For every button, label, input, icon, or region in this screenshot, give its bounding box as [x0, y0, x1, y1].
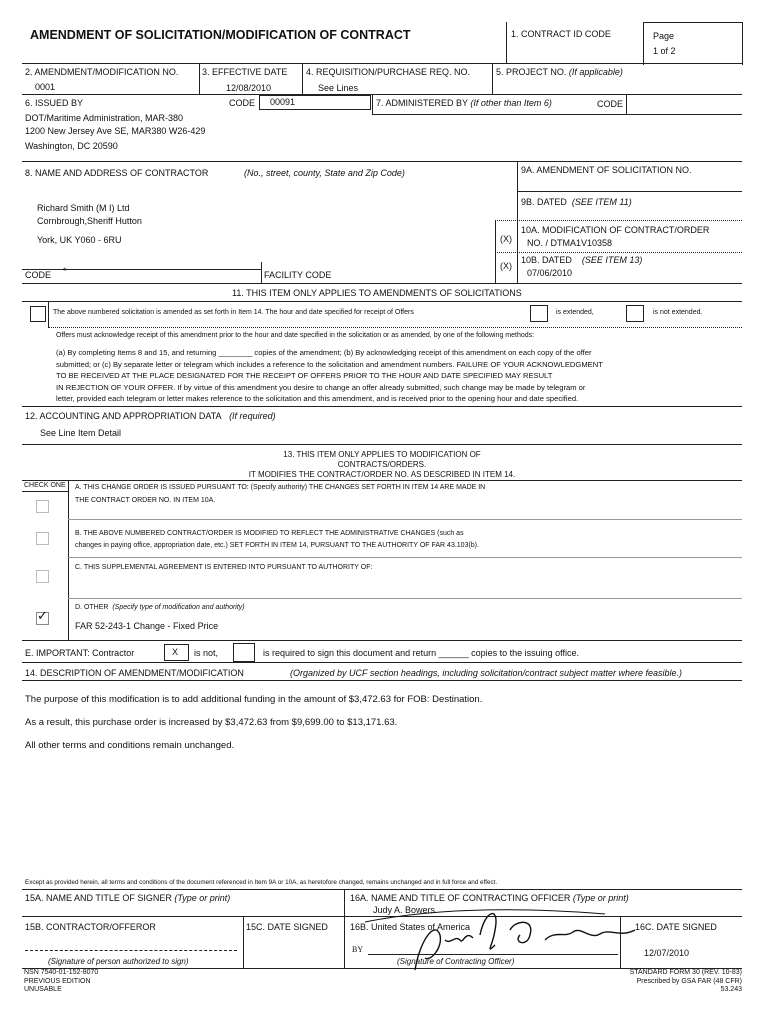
extended-checkbox[interactable]: [530, 305, 548, 322]
signature-person-label: (Signature of person authorized to sign): [48, 957, 189, 966]
project-no-label: 5. PROJECT NO. (If applicable): [496, 67, 623, 77]
description-line-3: All other terms and conditions remain unchanged.: [25, 740, 235, 751]
contractor-note: (No., street, county, State and Zip Code): [244, 168, 405, 178]
item13-d-value: FAR 52-243-1 Change - Fixed Price: [75, 621, 219, 631]
date-signed-15c: 15C. DATE SIGNED: [246, 922, 328, 932]
standard-form-block: STANDARD FORM 30 (REV. 10-83) Prescribed by GSA FAR (48 CFR) 53.243: [629, 969, 742, 993]
modification-label: 10A. MODIFICATION OF CONTRACT/ORDER: [521, 225, 710, 235]
date-signed-16c: 16C. DATE SIGNED: [635, 922, 717, 932]
officer-label: 16A. NAME AND TITLE OF CONTRACTING OFFICER (Type or print): [350, 893, 629, 903]
requisition-label: 4. REQUISITION/PURCHASE REQ. NO.: [306, 67, 471, 77]
check-b[interactable]: [36, 532, 49, 545]
date-signed-value: 12/07/2010: [644, 948, 690, 958]
nsn-block: NSN 7540-01-152-8070 PREVIOUS EDITION UNUSABLE: [24, 969, 99, 993]
modification-no: NO. / DTMA1V10358: [527, 238, 613, 248]
description-line-2: As a result, this purchase order is increased by $3,472.63 from $9,699.00 to $13,171.63.: [25, 717, 398, 728]
accounting-label: 12. ACCOUNTING AND APPROPRIATION DATA (If required): [25, 411, 276, 421]
is-not-label: is not,: [194, 648, 219, 658]
item11-checkbox[interactable]: [30, 306, 46, 322]
facility-code-label: FACILITY CODE: [264, 270, 332, 280]
except-line: Except as provided herein, all terms and conditions of the document referenced in Item 9A or 10A, as heretofore changed, remains unchanged and in full force and effect.: [25, 879, 498, 886]
contractor-offeror-label: 15B. CONTRACTOR/OFFEROR: [25, 922, 156, 932]
contractor-code-value: *: [63, 266, 67, 276]
not-extended-checkbox[interactable]: [626, 305, 644, 322]
amendment-no-value: 0001: [35, 82, 56, 92]
item13-c-line: C. THIS SUPPLEMENTAL AGREEMENT IS ENTERED INTO PURSUANT TO AUTHORITY OF:: [75, 564, 373, 571]
item13-d-label: D. OTHER (Specify type of modification and authority): [75, 604, 245, 611]
not-required-mark: X: [172, 647, 179, 657]
issued-code-label: CODE: [229, 98, 256, 108]
check-a[interactable]: [36, 500, 49, 513]
description-line-1: The purpose of this modification is to add additional funding in the amount of $3,472.63 for FOB: Destination.: [25, 694, 483, 705]
page-value: 1 of 2: [653, 46, 676, 56]
is-not-extended: is not extended.: [653, 309, 703, 316]
item13-b-line2: changes in paying office, appropriation date, etc.) SET FORTH IN ITEM 14, PURSUANT TO THE AUTHORITY OF FAR 43.103(b).: [75, 542, 479, 549]
important-label: E. IMPORTANT: Contractor: [25, 648, 135, 658]
item11-title: 11. THIS ITEM ONLY APPLIES TO AMENDMENTS OF SOLICITATIONS: [232, 288, 522, 298]
signer-label: 15A. NAME AND TITLE OF SIGNER (Type or print): [25, 893, 231, 903]
description-label: 14. DESCRIPTION OF AMENDMENT/MODIFICATION: [25, 668, 244, 678]
item13-a-line1: A. THIS CHANGE ORDER IS ISSUED PURSUANT TO: (Specify authority) THE CHANGES SET FORTH IN ITEM 14 ARE MADE IN: [75, 484, 486, 491]
check-one-label: CHECK ONE: [24, 482, 66, 489]
contract-id-label: 1. CONTRACT ID CODE: [511, 29, 611, 39]
usa-label: 16B. United States of America: [350, 922, 471, 932]
page-label: Page: [653, 31, 675, 41]
item11-statement: The above numbered solicitation is amended as set forth in Item 14. The hour and date specified for receipt of Offers: [53, 309, 414, 316]
item13-title: 13. THIS ITEM ONLY APPLIES TO MODIFICATION OF CONTRACTS/ORDERS. IT MODIFIES THE CONTRACT/ORDER NO. AS DESCRIBED IN ITEM 14.: [248, 450, 516, 479]
is-extended: is extended,: [556, 309, 594, 316]
issued-address: DOT/Maritime Administration, MAR-380 1200 New Jersey Ave SE, MAR380 W26-429 Washington, DC 20590: [25, 113, 206, 151]
dated-mark: (X): [500, 261, 512, 271]
amendment-solicitation-label: 9A. AMENDMENT OF SOLICITATION NO.: [521, 165, 692, 175]
contractor-address: Richard Smith (M I) Ltd Cornbrough,Sheriff Hutton York, UK Y060 - 6RU: [37, 203, 142, 245]
amendment-no-label: 2. AMENDMENT/MODIFICATION NO.: [25, 67, 179, 77]
dated-9b-label: 9B. DATED (SEE ITEM 11): [521, 197, 632, 207]
requisition-value: See Lines: [318, 83, 359, 93]
issued-by-label: 6. ISSUED BY: [25, 98, 84, 108]
by-label: BY: [352, 945, 364, 954]
signature-officer-label: (Signature of Contracting Officer): [397, 957, 515, 966]
administered-by-label: 7. ADMINISTERED BY (If other than Item 6): [376, 98, 552, 108]
item13-a-line2: THE CONTRACT ORDER NO. IN ITEM 10A.: [75, 497, 216, 504]
effective-date-value: 12/08/2010: [226, 83, 272, 93]
item13-b-line1: B. THE ABOVE NUMBERED CONTRACT/ORDER IS MODIFIED TO REFLECT THE ADMINISTRATIVE CHANGES (such as: [75, 530, 464, 537]
offers-line: Offers must acknowledge receipt of this amendment prior to the hour and date specified in the solicitation or as amended, by one of the following methods:: [56, 332, 535, 339]
required-checkbox[interactable]: [233, 643, 255, 662]
effective-date-label: 3. EFFECTIVE DATE: [202, 67, 288, 77]
issued-code-value: 00091: [270, 97, 296, 107]
contractor-code-label: CODE: [25, 270, 52, 280]
description-note: (Organized by UCF section headings, including solicitation/contract subject matter where feasible.): [290, 668, 683, 678]
item11-paragraph: (a) By completing Items 8 and 15, and returning ________ copies of the amendment; (b) By acknowledging receipt of this amendment on each copy of the offer submitted; or (c) By separate letter or telegram which includes a reference to the solicitation and amendment numbers. FAILURE OF YOUR ACKNOWLEDGMENT TO BE RECEIVED AT THE PLACE DESIGNATED FOR THE RECEIPT OF OFFERS PRIOR TO THE HOUR AND DATE SPECIFIED MAY RESULT IN REJECTION OF YOUR OFFER. If by virtue of this amendment you desire to change an offer already submitted, such change may be made by telegram or letter, provided each telegram or letter makes reference to the solicitation and this amendment, and is received prior to the opening hour and date specified.: [56, 348, 603, 404]
administered-code-label: CODE: [597, 99, 624, 109]
modification-mark: (X): [500, 234, 512, 244]
check-c[interactable]: [36, 570, 49, 583]
contracting-officer-signature: [345, 900, 645, 975]
dated-10b-label: 10B. DATED (SEE ITEM 13): [521, 255, 643, 265]
accounting-value: See Line Item Detail: [40, 428, 122, 438]
form-title: AMENDMENT OF SOLICITATION/MODIFICATION OF CONTRACT: [30, 28, 411, 42]
contractor-label: 8. NAME AND ADDRESS OF CONTRACTOR: [25, 168, 209, 178]
officer-name: Judy A. Bowers: [373, 905, 436, 915]
important-rest: is required to sign this document and return ______ copies to the issuing office.: [263, 648, 580, 658]
check-d-mark: ✓: [37, 609, 48, 624]
page-box: [643, 22, 743, 65]
dated-10b-value: 07/06/2010: [527, 268, 573, 278]
